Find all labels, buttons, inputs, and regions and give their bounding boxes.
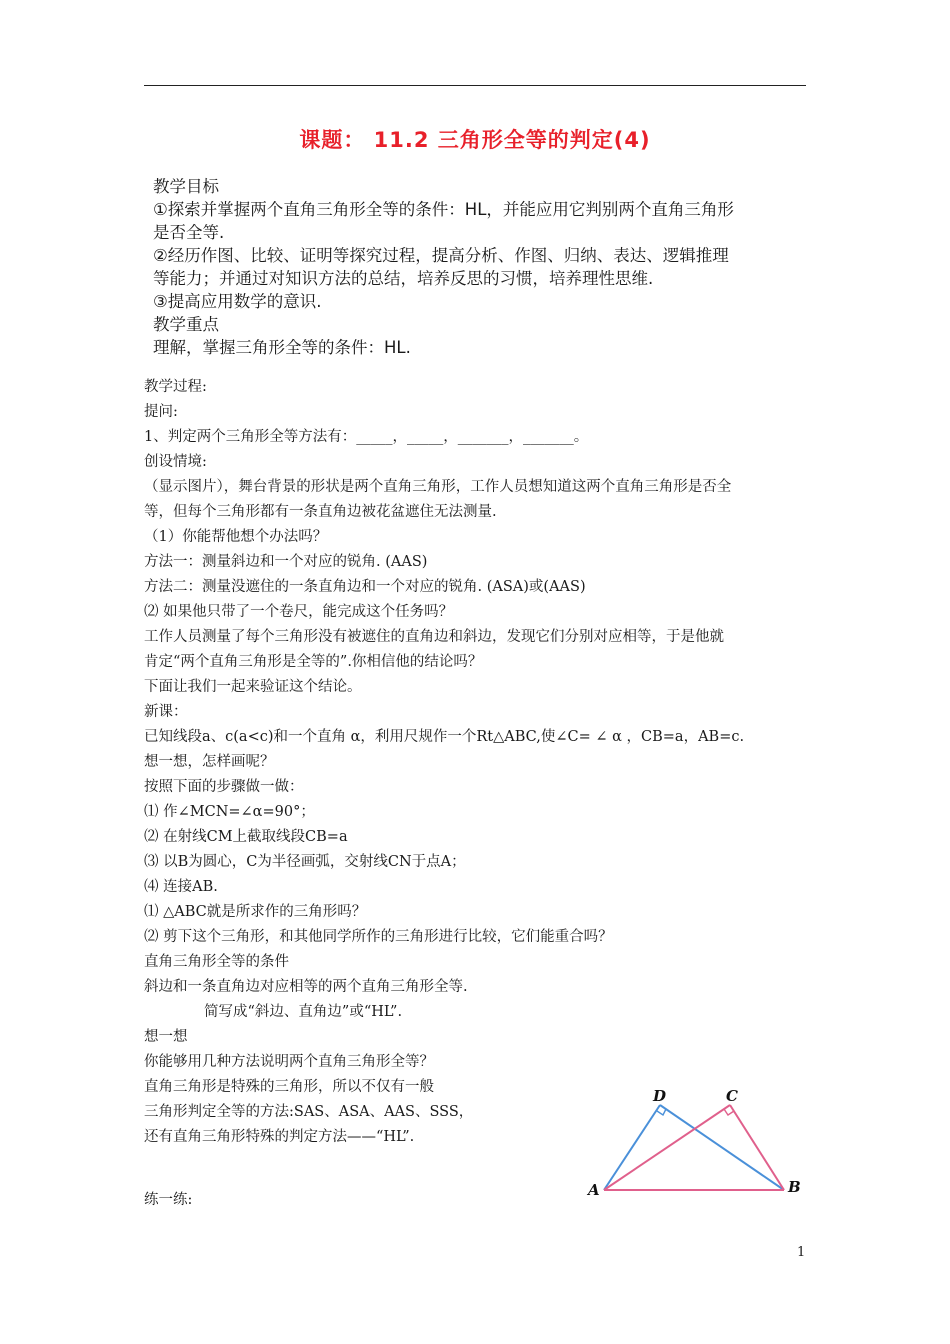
process-line: ⑵ 如果他只带了一个卷尺，能完成这个任务吗？ [144, 604, 454, 620]
process-line: ⑷ 连接AB. [144, 879, 218, 895]
label-A: A [588, 1181, 600, 1199]
process-line: 方法一：测量斜边和一个对应的锐角. (AAS) [144, 554, 428, 570]
process-line: 斜边和一条直角边对应相等的两个直角三角形全等. [144, 979, 468, 995]
process-line: 三角形判定全等的方法:SAS、ASA、AAS、SSS， [144, 1104, 474, 1120]
process-line: 直角三角形全等的条件 [144, 954, 289, 970]
process-line: 你能够用几种方法说明两个直角三角形全等？ [144, 1054, 434, 1070]
process-line: （1）你能帮他想个办法吗？ [144, 529, 328, 545]
process-line: 工作人员测量了每个三角形没有被遮住的直角边和斜边，发现它们分别对应相等，于是他就 [144, 629, 724, 645]
process-line: 创设情境: [144, 454, 207, 470]
practice-heading: 练一练: [144, 1192, 193, 1208]
page-number: 1 [797, 1245, 806, 1260]
label-C: C [726, 1087, 738, 1105]
process-line: 新课： [144, 704, 188, 720]
process-line: 等，但每个三角形都有一条直角边被花盆遮住无法测量. [144, 504, 497, 520]
segment-AC [604, 1105, 730, 1190]
process-line: ⑴ 作∠MCN=∠α=90°； [144, 804, 315, 820]
goal-line: ①探索并掌握两个直角三角形全等的条件：HL，并能应用它判别两个直角三角形 [153, 200, 734, 219]
label-D: D [653, 1087, 667, 1105]
segment-CB [730, 1105, 784, 1190]
process-line: 肯定“两个直角三角形是全等的”.你相信他的结论吗？ [144, 654, 483, 670]
segment-AD [604, 1105, 660, 1190]
process-line: 想一想，怎样画呢？ [144, 754, 275, 770]
triangles-figure [578, 1078, 808, 1208]
segment-DB [660, 1105, 784, 1190]
process-line: 按照下面的步骤做一做： [144, 779, 304, 795]
process-line: ⑵ 在射线CM上截取线段CB=a [144, 829, 348, 845]
goal-line: 等能力；并通过对知识方法的总结，培养反思的习惯，培养理性思维. [153, 269, 654, 288]
label-B: B [788, 1178, 801, 1196]
key-heading: 教学重点 [153, 315, 219, 334]
goal-line: 是否全等. [153, 223, 225, 242]
process-line: 下面让我们一起来验证这个结论。 [144, 679, 362, 695]
process-line: ⑶ 以B为圆心，C为半径画弧，交射线CN于点A； [144, 854, 466, 870]
process-line: 直角三角形是特殊的三角形，所以不仅有一般 [144, 1079, 434, 1095]
process-line: 已知线段a、c(a<c)和一个直角 α，利用尺规作一个Rt△ABC,使∠C= ∠ α ，CB=a，AB=c. [144, 729, 745, 745]
process-line: 还有直角三角形特殊的判定方法——“HL”. [144, 1129, 415, 1145]
goals-heading: 教学目标 [153, 177, 219, 196]
process-line: （显示图片），舞台背景的形状是两个直角三角形，工作人员想知道这两个直角三角形是否全 [144, 479, 732, 495]
goal-line: ②经历作图、比较、证明等探究过程，提高分析、作图、归纳、表达、逻辑推理 [153, 246, 729, 265]
process-line: 方法二：测量没遮住的一条直角边和一个对应的锐角. (ASA)或(AAS) [144, 579, 586, 595]
process-line: 1、判定两个三角形全等方法有：_____，_____，_______，_______。 [144, 429, 589, 445]
process-line: 教学过程: [144, 379, 207, 395]
right-angle-mark-D [657, 1109, 666, 1115]
goal-line: ③提高应用数学的意识. [153, 292, 322, 311]
process-line: ⑴ △ABC就是所求作的三角形吗？ [144, 904, 367, 920]
process-line: 想一想 [144, 1029, 188, 1045]
process-line: 提问: [144, 404, 178, 420]
header-rule [144, 85, 806, 86]
lesson-title: 课题： 11.2 三角形全等的判定(4) [299, 128, 651, 152]
process-line: ⑵ 剪下这个三角形，和其他同学所作的三角形进行比较，它们能重合吗？ [144, 929, 613, 945]
key-text: 理解，掌握三角形全等的条件：HL. [153, 338, 411, 357]
process-line: 简写成“斜边、直角边”或“HL”. [204, 1004, 403, 1020]
teaching-goals [153, 175, 793, 359]
